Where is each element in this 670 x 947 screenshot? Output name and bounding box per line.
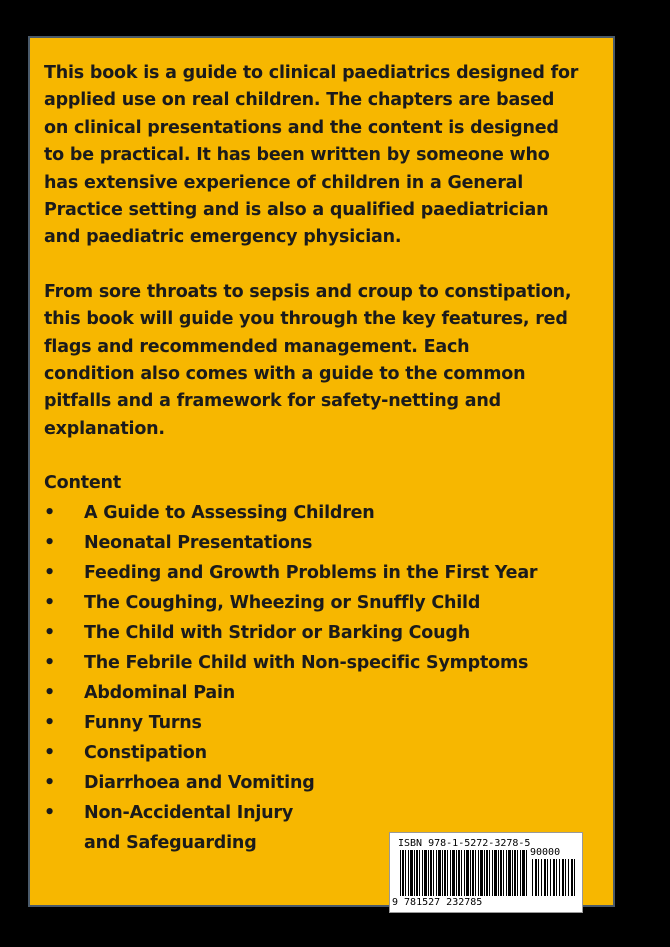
list-item: • Abdominal Pain <box>44 678 605 708</box>
back-cover <box>28 36 615 907</box>
bullet-icon: • <box>44 802 55 823</box>
list-item: • Constipation <box>44 738 605 768</box>
list-item: • The Child with Stridor or Barking Cough <box>44 618 605 648</box>
list-item: • The Febrile Child with Non-specific Symptoms <box>44 648 605 678</box>
barcode-bars <box>400 850 528 896</box>
addon-barcode-bars <box>532 859 576 896</box>
price-code: 90000 <box>530 847 561 858</box>
bullet-icon: • <box>44 682 55 703</box>
list-item: • A Guide to Assessing Children <box>44 498 605 528</box>
list-item: • Neonatal Presentations <box>44 528 605 558</box>
bullet-icon: • <box>44 742 55 763</box>
summary-paragraph: From sore throats to sepsis and croup to constipation, this book will guide you through the key features, red flags and recommended management. Each condition also comes with a guide to the common pitfalls and a framework for safety-netting and explanation. <box>44 281 572 439</box>
bullet-icon: • <box>44 652 55 673</box>
cover-text <box>44 60 605 858</box>
isbn-barcode <box>389 832 583 913</box>
bullet-icon: • <box>44 592 55 613</box>
list-item: • Feeding and Growth Problems in the First Year <box>44 558 605 588</box>
bullet-icon: • <box>44 562 55 583</box>
list-item: • Funny Turns <box>44 708 605 738</box>
list-item: • Diarrhoea and Vomiting <box>44 768 605 798</box>
bullet-icon: • <box>44 622 55 643</box>
contents-heading: Content <box>44 473 121 494</box>
bullet-icon: • <box>44 772 55 793</box>
contents-list <box>44 498 605 858</box>
isbn-label: ISBN 978-1-5272-3278-5 <box>398 838 531 849</box>
bullet-icon: • <box>44 532 55 553</box>
intro-paragraph: This book is a guide to clinical paediatrics designed for applied use on real children. The chapters are based on clinical presentations and the content is designed to be practical. It has been written by someone who has extensive experience of children in a General Practice setting and is also a qualified paediatrician and paediatric emergency physician. <box>44 63 579 248</box>
bullet-icon: • <box>44 502 55 523</box>
list-item: • The Coughing, Wheezing or Snuffly Child <box>44 588 605 618</box>
bullet-icon: • <box>44 712 55 733</box>
ean-digits: 9 781527 232785 <box>392 897 483 908</box>
list-item: • Non-Accidental Injury and Safeguarding <box>44 798 605 858</box>
